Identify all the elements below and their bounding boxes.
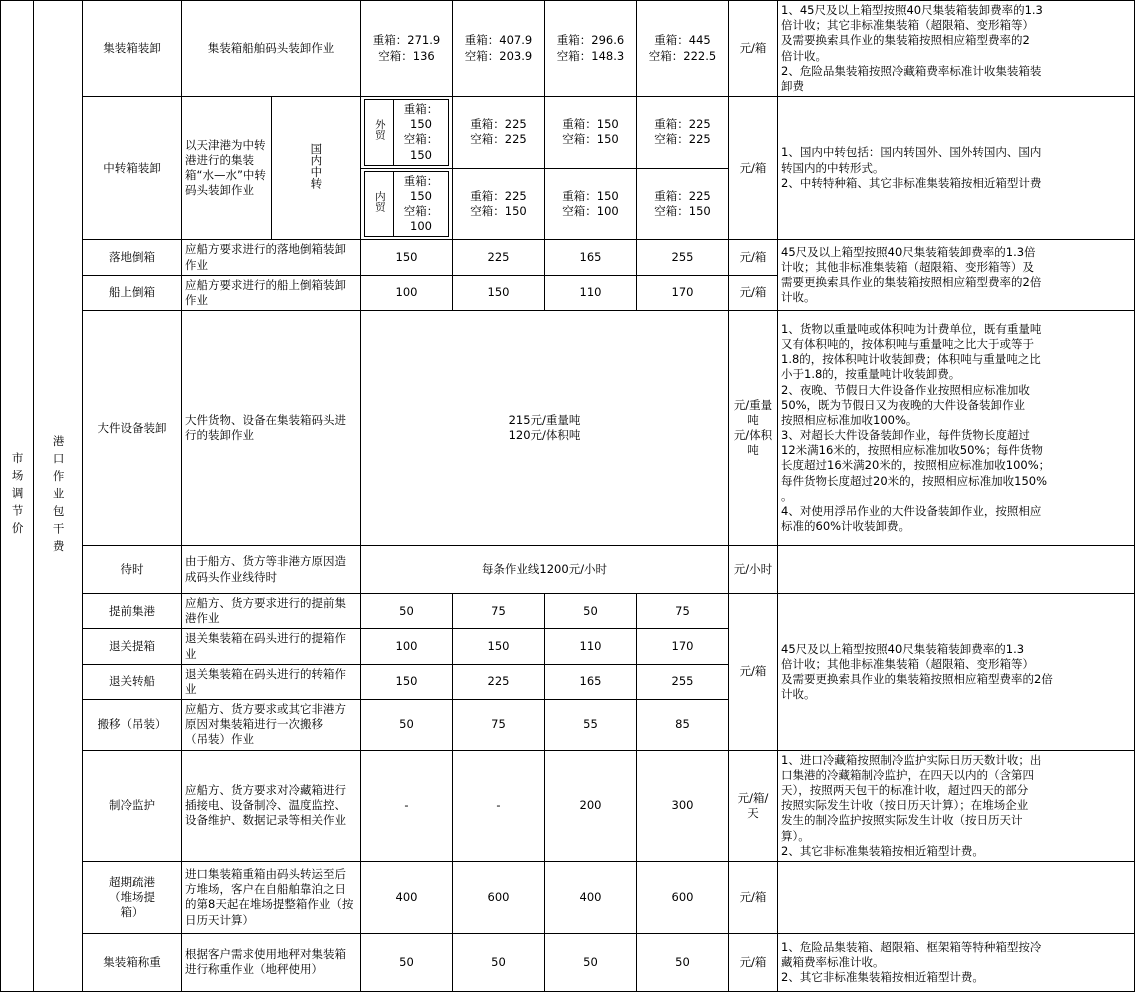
price-cell: 100 bbox=[361, 629, 453, 664]
price-cell-waiting: 每条作业线1200元/小时 bbox=[361, 546, 729, 594]
price-cell: 600 bbox=[453, 861, 545, 933]
row-name-move-lift: 搬移（吊装） bbox=[83, 700, 182, 751]
price-cell: 255 bbox=[637, 240, 729, 275]
row-desc-ground-turn: 应船方要求进行的落地倒箱装卸作业 bbox=[182, 240, 361, 275]
price-cell: 50 bbox=[545, 594, 637, 629]
row-name-return-pickup: 退关提箱 bbox=[83, 629, 182, 664]
price-cell: 重箱：271.9 空箱：136 bbox=[361, 1, 453, 97]
price-cell: 重箱：150 空箱：150 bbox=[545, 97, 637, 169]
row-desc-return-transfer: 退关集装箱在码头进行的转箱作业 bbox=[182, 664, 361, 699]
price-cell: 50 bbox=[637, 933, 729, 991]
unit-cell: 元/箱 bbox=[729, 240, 778, 275]
table-row bbox=[1, 1, 1135, 97]
price-cell: - bbox=[361, 750, 453, 861]
table-row bbox=[1, 240, 1135, 275]
price-cell: 重箱：150 空箱：100 bbox=[545, 168, 637, 240]
price-cell: 重箱：407.9 空箱：203.9 bbox=[453, 1, 545, 97]
row-desc-move-lift: 应船方、货方要求或其它非港方原因对集装箱进行一次搬移 （吊装）作业 bbox=[182, 700, 361, 751]
row-desc-heavy-equipment: 大件货物、设备在集装箱码头进行的装卸作业 bbox=[182, 311, 361, 546]
price-cell: 165 bbox=[545, 664, 637, 699]
unit-cell: 元/箱 bbox=[729, 861, 778, 933]
category-label: 港口作业包干费 bbox=[34, 1, 83, 992]
row-name-heavy-equipment: 大件设备装卸 bbox=[83, 311, 182, 546]
price-cell: 重箱：445 空箱：222.5 bbox=[637, 1, 729, 97]
table-row bbox=[1, 311, 1135, 546]
price-cell: 内贸 重箱：150 空箱：100 bbox=[361, 168, 453, 240]
row-name-loading-unloading: 集装箱装卸 bbox=[83, 1, 182, 97]
note-cell-weighing: 1、危险品集装箱、超限箱、框架箱等特种箱型按冷 藏箱费率标准计收。 2、其它非标准集装箱按相近箱型计费。 bbox=[778, 933, 1135, 991]
table-row bbox=[1, 750, 1135, 861]
price-cell: 55 bbox=[545, 700, 637, 751]
unit-cell: 元/箱 bbox=[729, 1, 778, 97]
price-cell: 400 bbox=[545, 861, 637, 933]
row-desc-refrigeration: 应船方、货方要求对冷藏箱进行插接电、设备制冷、温度监控、设备维护、数据记录等相关作业 bbox=[182, 750, 361, 861]
price-cell: 110 bbox=[545, 275, 637, 310]
table-row bbox=[1, 97, 1135, 169]
price-cell: 170 bbox=[637, 275, 729, 310]
row-name-early-gather: 提前集港 bbox=[83, 594, 182, 629]
unit-cell-heavy-equipment: 元/重量吨 元/体积吨 bbox=[729, 311, 778, 546]
price-cell: 110 bbox=[545, 629, 637, 664]
unit-cell: 元/箱 bbox=[729, 594, 778, 751]
row-desc-weighing: 根据客户需求使用地秤对集装箱进行称重作业（地秤使用） bbox=[182, 933, 361, 991]
price-cell: 75 bbox=[453, 700, 545, 751]
unit-cell: 元/箱 bbox=[729, 275, 778, 310]
price-cell: 150 bbox=[361, 664, 453, 699]
table-row bbox=[1, 594, 1135, 629]
price-cell: 85 bbox=[637, 700, 729, 751]
price-cell: 重箱：225 空箱：225 bbox=[453, 97, 545, 169]
price-cell: 150 bbox=[453, 275, 545, 310]
price-cell: 50 bbox=[361, 700, 453, 751]
row-name-transfer: 中转箱装卸 bbox=[83, 97, 182, 240]
row-name-ground-turn: 落地倒箱 bbox=[83, 240, 182, 275]
note-cell-overdue-port bbox=[778, 861, 1135, 933]
left-vertical-label: 市场调节价 bbox=[1, 1, 34, 992]
row-desc-early-gather: 应船方、货方要求进行的提前集港作业 bbox=[182, 594, 361, 629]
unit-cell: 元/小时 bbox=[729, 546, 778, 594]
price-cell: 100 bbox=[361, 275, 453, 310]
row-desc-overdue-port: 进口集装箱重箱由码头转运至后方堆场，客户在自船舶靠泊之日的第8天起在堆场提整箱作业（按日历天计算） bbox=[182, 861, 361, 933]
unit-cell: 元/箱 bbox=[729, 97, 778, 240]
note-cell-turn: 45尺及以上箱型按照40尺集装箱装卸费率的1.3倍 计收；其他非标准集装箱（超限箱、变形箱等）及 需要更换索具作业的集装箱按照相应箱型费率的2倍 计收。 bbox=[778, 240, 1135, 311]
price-cell: 50 bbox=[453, 933, 545, 991]
price-cell: 165 bbox=[545, 240, 637, 275]
note-cell-refrigeration: 1、进口冷藏箱按照制冷监护实际日历天数计收；出 口集港的冷藏箱制冷监护，在四天以内的（含第四 天），按照两天包干的标准计收，超过四天的部分 按照实际发生计收（按日历天计算）；在堆场企业 发生的制冷监护按照实际发生计收（按日历天计 算）。 2、其它非标准集装箱按相近箱型计费。 bbox=[778, 750, 1135, 861]
price-cell: 50 bbox=[361, 933, 453, 991]
row-name-waiting: 待时 bbox=[83, 546, 182, 594]
note-cell-transfer: 1、国内中转包括：国内转国外、国外转国内、国内 转国内的中转形式。 2、中转特种箱、其它非标准集装箱按相近箱型计费 bbox=[778, 97, 1135, 240]
price-cell: 225 bbox=[453, 240, 545, 275]
table-row bbox=[1, 861, 1135, 933]
note-cell-move: 45尺及以上箱型按照40尺集装箱装卸费率的1.3 倍计收；其他非标准集装箱（超限箱、变形箱等） 及需要更换索具作业的集装箱按照相应箱型费率的2倍 计收。 bbox=[778, 594, 1135, 751]
price-cell: 170 bbox=[637, 629, 729, 664]
price-cell: 150 bbox=[453, 629, 545, 664]
price-cell: 600 bbox=[637, 861, 729, 933]
price-cell: 50 bbox=[545, 933, 637, 991]
price-cell: 200 bbox=[545, 750, 637, 861]
row-desc-transfer: 以天津港为中转港进行的集装箱“水—水”中转码头装卸作业 bbox=[182, 97, 272, 240]
price-cell: 重箱：225 空箱：150 bbox=[453, 168, 545, 240]
price-cell: 400 bbox=[361, 861, 453, 933]
sub-label-domestic-trade: 内贸 bbox=[365, 171, 394, 237]
sub-label-domestic-transfer: 国内中转 bbox=[271, 97, 361, 240]
row-name-return-transfer: 退关转船 bbox=[83, 664, 182, 699]
unit-cell: 元/箱/天 bbox=[729, 750, 778, 861]
row-desc-waiting: 由于船方、货方等非港方原因造成码头作业线待时 bbox=[182, 546, 361, 594]
price-cell: 重箱：296.6 空箱：148.3 bbox=[545, 1, 637, 97]
row-desc-return-pickup: 退关集装箱在码头进行的提箱作业 bbox=[182, 629, 361, 664]
table-row bbox=[1, 933, 1135, 991]
price-cell: 255 bbox=[637, 664, 729, 699]
price-cell-heavy-equipment: 215元/重量吨 120元/体积吨 bbox=[361, 311, 729, 546]
price-cell: 225 bbox=[453, 664, 545, 699]
note-cell-waiting bbox=[778, 546, 1135, 594]
price-cell: 外贸 重箱：150 空箱：150 bbox=[361, 97, 453, 169]
price-cell: - bbox=[453, 750, 545, 861]
price-cell: 重箱：225 空箱：150 bbox=[637, 168, 729, 240]
price-cell: 重箱：225 空箱：225 bbox=[637, 97, 729, 169]
price-cell: 50 bbox=[361, 594, 453, 629]
price-cell: 300 bbox=[637, 750, 729, 861]
note-cell-heavy-equipment: 1、货物以重量吨或体积吨为计费单位，既有重量吨 又有体积吨的，按体积吨与重量吨之比大于或等于 1.8的，按体积吨计收装卸费；体积吨与重量吨之比 小于1.8的，按重量吨计收装卸费。 2、夜晚、节假日大件设备作业按照相应标准加收 50%，既为节假日又为夜晚的大件设备装卸作业 按照相应标准加收100%。 3、对超长大件设备装卸作业，每件货物长度超过 12米满16米的，按照相应标准加收50%；每件货物 长度超过16米满20米的，按照相应标准加收100%； 每件货物长度超过20米的，按照相应标准加收150% 。 4、对使用浮吊作业的大件设备装卸作业，按照相应 标准的60%计收装卸费。 bbox=[778, 311, 1135, 546]
table-row bbox=[1, 546, 1135, 594]
row-name-refrigeration: 制冷监护 bbox=[83, 750, 182, 861]
row-name-overdue-port: 超期疏港 （堆场提 箱） bbox=[83, 861, 182, 933]
row-name-onboard-turn: 船上倒箱 bbox=[83, 275, 182, 310]
unit-cell: 元/箱 bbox=[729, 933, 778, 991]
price-cell: 75 bbox=[637, 594, 729, 629]
sub-label-foreign-trade: 外贸 bbox=[365, 100, 394, 166]
price-cell: 150 bbox=[361, 240, 453, 275]
row-desc-loading-unloading: 集装箱船舶码头装卸作业 bbox=[182, 1, 361, 97]
row-name-weighing: 集装箱称重 bbox=[83, 933, 182, 991]
row-desc-onboard-turn: 应船方要求进行的船上倒箱装卸作业 bbox=[182, 275, 361, 310]
note-cell-loading-unloading: 1、45尺及以上箱型按照40尺集装箱装卸费率的1.3 倍计收；其它非标准集装箱（超限箱、变形箱等） 及需要换索具作业的集装箱按照相应箱型费率的2 倍计收。 2、危险品集装箱按照冷藏箱费率标准计收集装箱装 卸费 bbox=[778, 1, 1135, 97]
price-cell: 75 bbox=[453, 594, 545, 629]
